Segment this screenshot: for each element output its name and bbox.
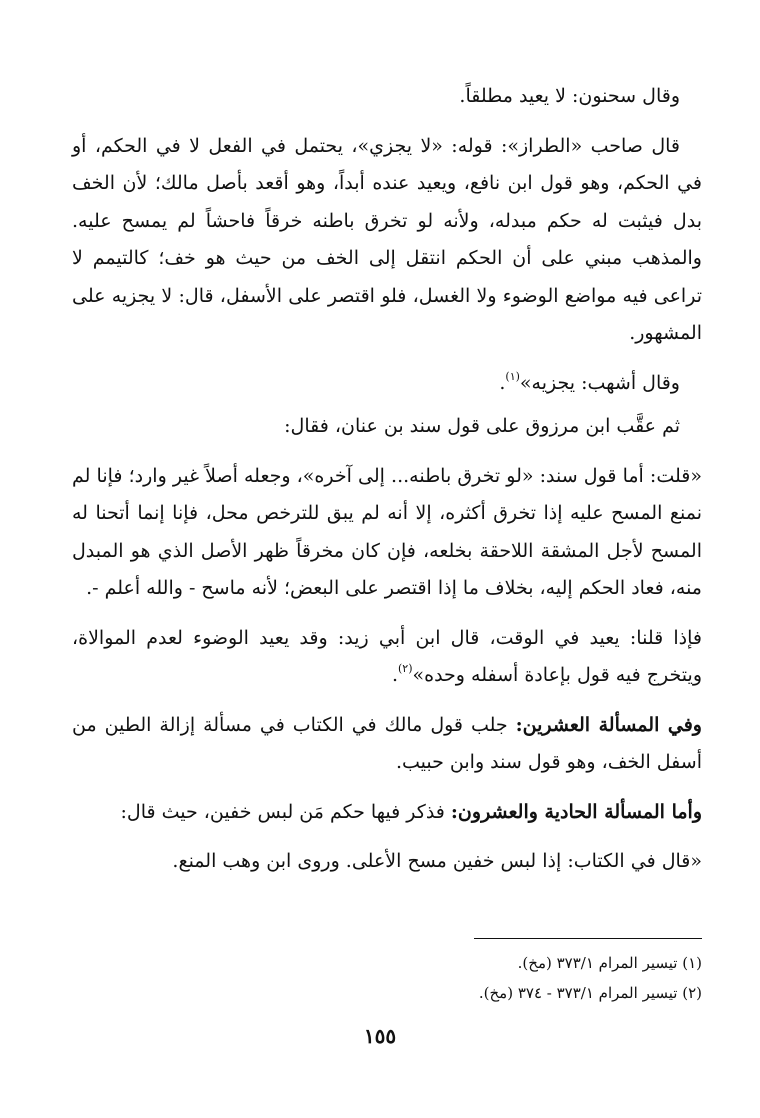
paragraph-qultu: «قلت: أما قول سند: «لو تخرق باطنه... إلى آخره»، وجعله أصلاً غير وارد؛ فإنا لم نمنع المسح عليه إذا تخرق أكثره، إلا أنه لم يبق للترخص محل، فإنا إنما أتحنا له المسح لأجل المشقة اللاحقة بخلعه، فإن كان مخرقاً ظهر الأصل الذي هو المبدل منه، فعاد الحكم إليه، بخلاف ما إذا اقتصر على البعض؛ لأنه ماسح - والله أعلم -.	[72, 464, 702, 599]
ashhab-text: وقال أشهب: يجزيه»	[519, 371, 680, 394]
paragraph-tiraz-quote: قال صاحب «الطراز»: قوله: «لا يجزي»، يحتمل في الفعل لا في الحكم، أو في الحكم، وهو قول ابن نافع، ويعيد عنده أبداً، وهو أقعد بأصل مالك؛ لأن الخف بدل فيثبت له حكم مبدله، ولأنه لو تخرق باطنه خرقاً فاحشاً لم يمسح عليه. والمذهب مبني على أن الحكم انتقل إلى الخف من حيث هو خف؛ كالتيمم لا تراعى فيه مواضع الوضوء ولا الغسل، فلو اقتصر على الأسفل، قال: لا يجزيه على المشهور.	[72, 134, 702, 344]
ashhab-period: .	[499, 371, 506, 394]
paragraph-sahnun: وقال سحنون: لا يعيد مطلقاً.	[459, 85, 680, 107]
issue-twenty-one-heading: وأما المسألة الحادية والعشرون:	[450, 800, 702, 823]
footnote-divider	[474, 938, 702, 939]
ibn-abi-zayd-period: .	[391, 664, 398, 686]
page-body	[72, 78, 702, 893]
issue-twenty-one-text: فذكر فيها حكم مَن لبس خفين، حيث قال:	[120, 800, 451, 823]
footnotes	[72, 948, 702, 1008]
paragraph-ashhab	[72, 365, 702, 403]
footnote-ref-1: (١)	[505, 369, 520, 383]
paragraph-issue-twenty-one	[72, 794, 702, 832]
paragraph-ibn-abi-zayd	[72, 620, 702, 695]
footnote-ref-2: (٢)	[397, 662, 413, 675]
paragraph-kitab-quote: «قال في الكتاب: إذا لبس خفين مسح الأعلى. وروى ابن وهب المنع.	[172, 850, 702, 872]
issue-twenty-heading: وفي المسألة العشرين:	[515, 713, 702, 736]
ibn-abi-zayd-text: فإذا قلنا: يعيد في الوقت، قال ابن أبي زيد: وقد يعيد الوضوء لعدم الموالاة، ويتخرج فيه قول بإعادة أسفله وحده»	[72, 626, 702, 686]
footnote-1: (١) تيسير المرام ٣٧٣/١ (مخ).	[517, 954, 702, 972]
footnote-2: (٢) تيسير المرام ٣٧٣/١ - ٣٧٤ (مخ).	[478, 984, 702, 1002]
page-number: ١٥٥	[363, 1024, 397, 1048]
paragraph-issue-twenty	[72, 707, 702, 782]
paragraph-ibn-marzuq: ثم عقَّب ابن مرزوق على قول سند بن عنان، فقال:	[284, 415, 680, 437]
issue-twenty-text: جلب قول مالك في الكتاب في مسألة إزالة الطين من أسفل الخف، وهو قول سند وابن حبيب.	[72, 713, 702, 773]
